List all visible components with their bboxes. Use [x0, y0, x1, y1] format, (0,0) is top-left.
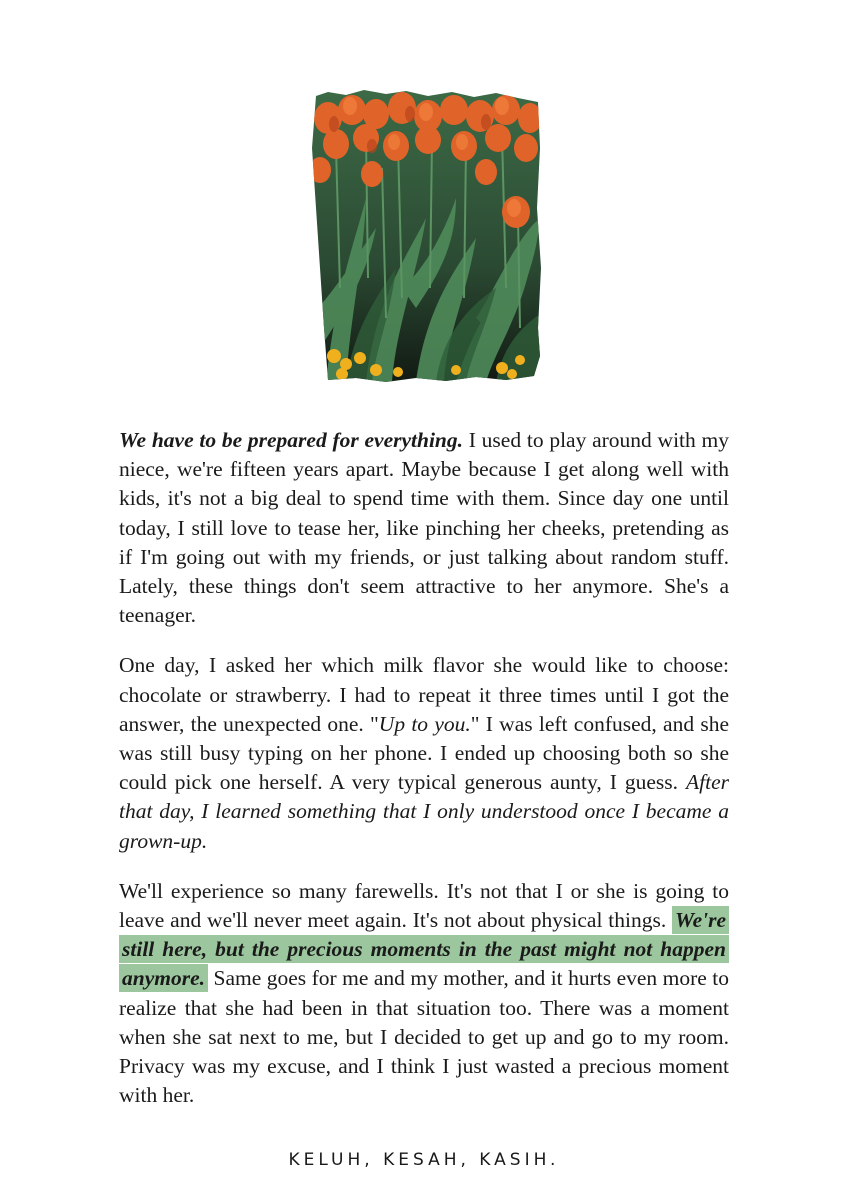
paragraph-1 [119, 426, 729, 630]
paragraph-2-quote: Up to you. [378, 711, 471, 736]
paragraph-2-text-after: " I was left confused, and she was still busy typing on her phone. I ended up choosing both so she could pick one herself. A very typical generous aunty, I guess. [119, 711, 729, 795]
paragraph-1-lead: We have to be prepared for everything. [119, 428, 464, 452]
article-body [119, 426, 729, 1131]
footer-signature: KELUH, KESAH, KASIH. [288, 1150, 560, 1170]
paragraph-3-text-after: Same goes for me and my mother, and it hurts even more to realize that she had been in that situation too. There was a moment when she sat next to me, but I decided to get up and go to my room. Privacy was my excuse, and I think I just wasted a precious moment with her. [119, 966, 729, 1108]
paragraph-2-closing: After that day, I learned something that I only understood once I became a grown-up. [119, 770, 729, 853]
paragraph-3-text-before: We'll experience so many farewells. It's not that I or she is going to leave and we'll never meet again. It's not about physical things. [119, 878, 729, 933]
paragraph-2 [119, 651, 729, 855]
paragraph-3 [119, 877, 729, 1111]
highlighted-quote: We're still here, but the precious moments in the past might not happen anymore. [119, 906, 729, 992]
tulip-field-photo [306, 88, 542, 382]
paragraph-2-text-before: One day, I asked her which milk flavor she would like to choose: chocolate or strawberry. I had to repeat it three times until I got the answer, the unexpected one. " [119, 653, 729, 736]
paragraph-1-text: I used to play around with my niece, we're fifteen years apart. Maybe because I get along well with kids, it's not a big deal to spend time with them. Since day one until today, I still love to tease her, like pinching her cheeks, pretending as if I'm going out with my friends, or just talking about random stuff. Lately, these things don't seem attractive to her anymore. She's a teenager. [119, 428, 729, 628]
